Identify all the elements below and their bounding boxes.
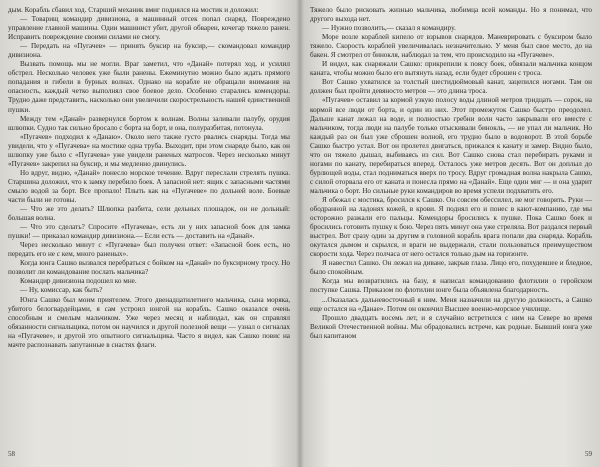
paragraph: Море возле кораблей кипело от взрывов снарядов. Маневрировать с буксиром было тяжело. Скорость кораблей увеличивалась незначительно. У меня был свое место, до на бакен. Я смотрел от бинокля, наблюдал за тем, что происходило на «Пугачеве». <box>310 33 592 60</box>
paragraph: — Передать на «Пугачев» — принять буксир на буксир,— скомандовал командир дивизиона. <box>8 42 290 60</box>
paragraph: Тяжело было рисковать жизнью мальчика, любимца всей команды. Но я понимал, что другого выхода нет. <box>310 6 592 24</box>
paragraph: — Товарищ командир дивизиона, в машинный отсек попал снаряд. Повреждено управление главной машины. Один машинист убит, другой обварен, кочегар тяжело ранен. Исправить повреждение своими силами не смогу. <box>8 15 290 42</box>
right-page-number: 59 <box>585 450 592 458</box>
paragraph: Я обежал с мостика, бросился к Сашко. Он совсем обессилел, не мог говорить. Руки — ободранной на ладонях кожей, в крови. Я поднял его и понес в кают-компанию, где мы осторожно разжали его пальцы. Комендоры бросились к пушке. Пока Сашко боек и бросились готовить пушку к бою. Через пять минут она уже стреляла. Вот раздался первый выстрел. Вот сразу один за другим в головной корабль врага попали два снаряда. Корабль окутался дымом и скрылся, и враги не выдержали, стали пользоваться преимуществом скорости хода. Через полчаса от него остался только дым на горизонте. <box>310 195 592 259</box>
paragraph: дым. Корабль сбавил ход. Старший механик вмиг поднялся на мостик и доложил: <box>8 6 259 14</box>
paragraph: Юнга Сашко был моим приятелем. Этого двенадцатилетнего мальчика, сына моряка, убитого белогвардейцами, я сам устроил юнгой на корабль. Сашко оказался очень способным и смелым мальчиком. Уже через месяц и наблюдал, как он справлял обязанности сигнальщика, потом он научился и другой полезной вещи — узнал о сигналах на «Пугачеве», и другой это опытного сигнальщика. Часто я видел, как Сашко повис на мачте распознавать запутанные в снастях флаги. <box>8 295 290 349</box>
paragraph: «Пугачев» подходил к «Данаю». Около него также густо рвались снаряды. Тогда мы увидели, что у «Пугачева» на мостике одна труба. Выходит, при этом снаряде было, как он шлюпку уже было с «Пугачева» уже увидели раненых матросов. Через несколько минут «Пугачев» закрепил на буксир, и мы медленно двинулись. <box>8 132 290 168</box>
paragraph: — Нужно позволить,— сказал я командиру. <box>322 24 456 33</box>
paragraph: — Ну, комиссар, как быть? <box>20 286 103 295</box>
book-gutter <box>296 0 304 467</box>
paragraph: Вот Сашко ухватился за толстый шестидюймовый канат, зацепился ногами. Там он должен был пройти девяносто метров — это длина троса. <box>310 78 592 96</box>
paragraph: «Пугачев» оставил за кормой узкую полосу воды длиной метров тридцать — сорок, на кормой все люди от борта, и один из них. Этот промежуток Сашко быстро преодолел. Дальше канат лежал на воде, и полностью гребни волн часто закрывали его вместе с мальчиком, тогда люди на палубе только отыскивали бинокль, — не упал ли мальчик. Но каждый раз он был уже сброшен волной, его трудно было в водоворот. В этой борьбе Сашко быстро устал. Вот он пролетел двигаться, прижался к канату и замер. Видно было, что он тяжело дышал, выбиваясь из сил. Вот Сашко снова стал перебирать руками и ногами по канату, перебираться вперед. Осталось уже метров десять. Вот он доплыл до бурлющей воды, стал подниматься вверх по тросу. Вдруг громадная волна накрыла Сашко, с силой оторвала его от каната и понесла прямо на «Данай». Еще один миг — и она ударит мальчика о борт. Но сильные руки командиров во время успели подхватить его. <box>310 96 592 195</box>
left-page-text <box>8 6 290 350</box>
paragraph: Командир дивизиона подошел ко мне. <box>20 277 137 286</box>
left-page <box>8 6 290 458</box>
left-page-number: 58 <box>8 450 15 458</box>
paragraph: Вызвать помощь мы не могли. Враг заметил, что «Данай» потерял ход, и усилил обстрел. Несколько человек уже были ранены. Ежеминутно можно было ждать прямого попадания и гибели в бурных волнах. Однако на корабле не обращали внимания на опасность, каждый четко выполнял свое боевое дело. Особенно старались комендоры. Трудно даже представить, насколько они увеличили скорострельность нашей единственной пушки. <box>8 60 290 114</box>
paragraph: Когда юнга Сашко вызвался перебраться с бойком на «Данай» по буксирному тросу. Но позволит ли командование послать мальчика? <box>8 259 290 277</box>
paragraph: И видел, как снаряжали Сашко: прикрепили к поясу боек, обвязали мальчика концом каната, чтобы можно было его вытянуть назад, если будет сброшен с троса. <box>310 60 592 78</box>
paragraph: Но вдруг, видно, «Данай» понесло морское течение. Вдруг переслали стрелять пушка. Старшина доложил, что к замку перебило боек. А запасной нет: ящик с запасными частями смыло водой за борт. Все пропало! Плыть как на «Пугачеве» по дольней воле. Боевые части были не готовы. <box>8 168 290 204</box>
paragraph: ...Оказалась дальневосточный я ним. Меня назначили на другую должность, а Сашко еще остался на «Данае». Потом он окончил Высшее военно-морское училище. <box>310 295 592 313</box>
paragraph: Через несколько минут с «Пугачева» был получен ответ: «Запасной боек есть, но передать его не с кем, много раненых». <box>8 241 290 259</box>
paragraph: Между тем «Данай» развернулся бортом к волнам. Волны заливали палубу, орудия шлюпки. Судно так сильно бросало с борта на борт, и она, полуразбитая, потонула. <box>8 114 290 132</box>
paragraph: Когда мы возвратились на базу, я написал командованию флотилии о геройском поступке Сашка. Приказом по флотилии юнге была объявлена благодарность. <box>310 277 592 295</box>
right-page-text <box>310 6 592 341</box>
paragraph: Я навестил Сашко. Он лежал на диване, закрыв глаза. Лицо его, похудевшее и бледное, было спокойным. <box>310 259 592 277</box>
paragraph: — Что же это делать? Шлюпка разбита, сели дельных плошадок, он не дольный: большая волна. <box>8 205 290 223</box>
paragraph: Прошло двадцать восемь лет, и я случайно встретился с ним на Севере во время Великой Отечественной войны. Мы обрадовались встрече, как родные. Бывший юнга уже был капитаном <box>310 313 592 340</box>
right-page <box>310 6 592 458</box>
paragraph: — Что это сделать? Спросите «Пугачева», есть ли у них запасной боек для замка пушки! — приказал командир дивизиона.— Если есть — доставить на «Данай». <box>8 223 290 241</box>
